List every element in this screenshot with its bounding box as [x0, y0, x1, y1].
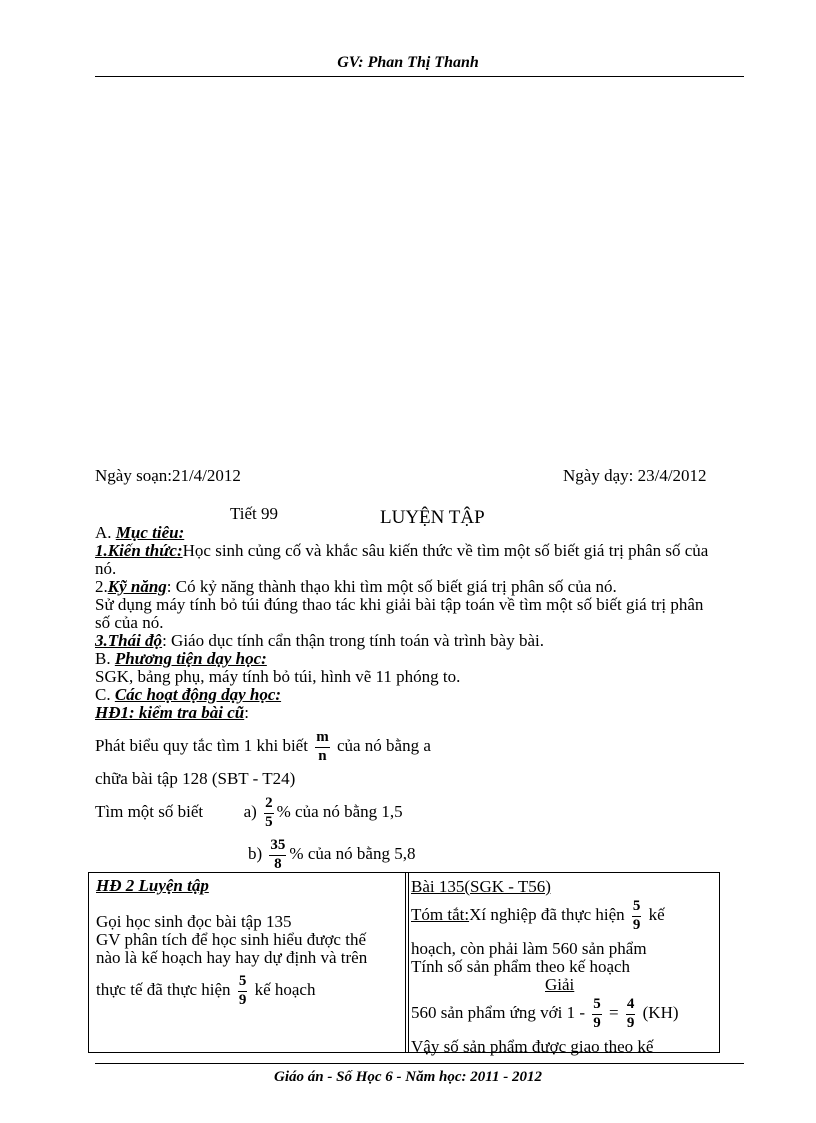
objectives-heading — [95, 524, 184, 541]
activities-prefix: C. — [95, 685, 111, 704]
attitude-label: 3.Thái độ — [95, 631, 163, 650]
fraction-denominator: 9 — [238, 991, 247, 1008]
footer-rule — [95, 1063, 744, 1064]
hd1-label: HĐ1: kiểm tra bài cũ — [95, 703, 245, 722]
fraction-5-over-9 — [238, 974, 248, 1009]
fraction-denominator: 9 — [626, 1014, 635, 1031]
taught-date: Ngày dạy: 23/4/2012 — [563, 466, 707, 485]
question-3-b — [248, 832, 415, 876]
left-line-3: nào là kế hoạch hay hay dự định và trên — [96, 948, 368, 967]
fraction-4-over-9 — [626, 997, 636, 1032]
fraction-denominator: 9 — [593, 1014, 601, 1031]
left-line-2: GV phân tích để học sinh hiểu được thế — [96, 930, 366, 949]
knowledge-label: 1.Kiến thức: — [95, 541, 183, 560]
header-author: GV: Phan Thị Thanh — [337, 54, 479, 71]
summary-pre: Xí nghiệp đã thực hiện — [469, 905, 625, 924]
hd1-line — [95, 704, 249, 721]
fraction-numerator: m — [315, 730, 330, 748]
table-divider — [405, 873, 406, 1052]
equation-post: (KH) — [642, 1003, 679, 1022]
skill-text: : Có kỷ năng thành thạo khi tìm một số biết giá trị phân số của nó. — [166, 577, 617, 596]
fraction-m-over-n — [315, 730, 330, 765]
fraction-5-over-9 — [632, 899, 642, 934]
fraction-denominator: 8 — [274, 855, 282, 872]
skill-label: Kỹ năng — [107, 577, 167, 596]
hd2-heading: HĐ 2 Luyện tập — [96, 876, 209, 895]
hd1-colon: : — [244, 703, 249, 722]
summary-line — [411, 893, 665, 937]
fraction-denominator: n — [318, 747, 327, 764]
summary-post: kế — [648, 905, 665, 924]
fraction-35-over-8 — [269, 838, 286, 873]
fraction-numerator: 5 — [592, 997, 602, 1015]
question-1-post: của nó bằng a — [336, 736, 431, 755]
attitude-line — [95, 632, 544, 649]
footer-text: Giáo án - Số Học 6 - Năm học: 2011 - 2012 — [274, 1069, 542, 1085]
fraction-numerator: 4 — [626, 997, 636, 1015]
objectives-title: Mục tiêu: — [115, 523, 185, 542]
knowledge-cont: nó. — [95, 559, 117, 578]
skill-line — [95, 578, 617, 595]
fraction-numerator: 5 — [238, 974, 248, 992]
left-line-4 — [96, 968, 315, 1012]
lesson-title: LUYỆN TẬP — [380, 507, 485, 528]
right-line-2: hoạch, còn phải làm 560 sản phẩm — [411, 939, 647, 958]
header-rule — [95, 76, 744, 77]
question-3a-label: a) — [243, 802, 257, 821]
equals-sign: = — [609, 1003, 619, 1022]
activities-title: Các hoạt động dạy học: — [114, 685, 282, 704]
fraction-numerator: 2 — [264, 796, 274, 814]
means-text: SGK, bảng phụ, máy tính bỏ túi, hình vẽ 11 phóng to. — [95, 667, 461, 686]
skill-prefix: 2. — [95, 577, 108, 596]
activities-heading — [95, 686, 281, 703]
prepared-date: Ngày soạn:21/4/2012 — [95, 466, 241, 485]
fraction-numerator: 35 — [269, 838, 286, 856]
right-line-3: Tính số sản phẩm theo kế hoạch — [411, 957, 631, 976]
question-3-a — [95, 790, 403, 834]
means-title: Phương tiện dạy học: — [114, 649, 267, 668]
table-divider-inner — [408, 873, 409, 1052]
objectives-prefix: A. — [95, 523, 112, 542]
exercise-heading: Bài 135(SGK - T56) — [411, 877, 551, 896]
fraction-denominator: 5 — [265, 813, 273, 830]
question-2: chữa bài tập 128 (SBT - T24) — [95, 769, 296, 788]
knowledge-text: Học sinh củng cố và khắc sâu kiến thức về tìm một số biết giá trị phân số của — [182, 541, 709, 560]
solution-heading: Giải — [545, 975, 575, 994]
equation-line — [411, 991, 679, 1035]
question-3b-label: b) — [248, 844, 263, 863]
question-3b-post: % của nó bằng 5,8 — [289, 844, 416, 863]
means-prefix: B. — [95, 649, 111, 668]
lesson-period: Tiết 99 — [230, 504, 279, 523]
knowledge-line — [95, 542, 708, 559]
fraction-2-over-5 — [264, 796, 274, 831]
question-1 — [95, 724, 431, 768]
question-3a-post: % của nó bằng 1,5 — [276, 802, 403, 821]
left-line-4-pre: thực tế đã thực hiện — [96, 980, 231, 999]
fraction-numerator: 5 — [632, 899, 642, 917]
attitude-text: : Giáo dục tính cẩn thận trong tính toán và trình bày bài. — [162, 631, 544, 650]
right-line-last: Vậy số sản phẩm được giao theo kế — [411, 1037, 654, 1056]
left-line-1: Gọi học sinh đọc bài tập 135 — [96, 912, 292, 931]
question-3-pre: Tìm một số biết — [95, 802, 204, 821]
fraction-5-over-9 — [592, 997, 602, 1032]
skill-cont: số của nó. — [95, 613, 164, 632]
summary-label: Tóm tắt: — [411, 905, 470, 924]
means-heading — [95, 650, 267, 667]
skill-text-2: Sử dụng máy tính bỏ túi đúng thao tác khi giải bài tập toán về tìm một số biết giá trị phân — [95, 595, 704, 614]
left-line-4-post: kế hoạch — [254, 980, 316, 999]
fraction-denominator: 9 — [632, 916, 641, 933]
question-1-pre: Phát biểu quy tắc tìm 1 khi biết — [95, 736, 308, 755]
equation-pre: 560 sản phẩm ứng với 1 - — [411, 1003, 586, 1022]
